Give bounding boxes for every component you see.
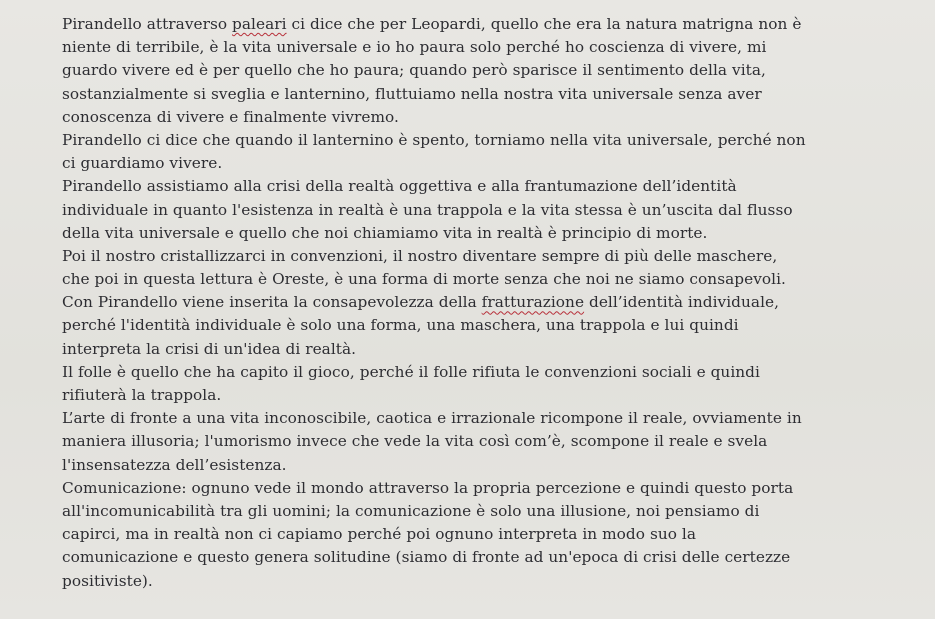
text-segment: Pirandello assistiamo alla crisi della realtà oggettiva e alla frantumazione dell’identità: [62, 177, 737, 196]
text-segment: Pirandello ci dice che quando il lanternino è spento, torniamo nella vita universale, perché non: [62, 130, 806, 149]
text-line: [62, 361, 930, 384]
document-body: [62, 13, 930, 593]
text-segment: guardo vivere ed è per quello che ho paura; quando però sparisce il sentimento della vita,: [62, 61, 766, 80]
text-line: [62, 477, 930, 500]
paragraph: [62, 361, 930, 407]
text-segment: dell’identità individuale,: [584, 293, 780, 312]
text-segment: all'incomunicabilità tra gli uomini; la comunicazione è solo una illusione, noi pensiamo di: [62, 501, 760, 520]
text-segment: interpreta la crisi di un'idea di realtà.: [62, 339, 357, 358]
text-segment: capirci, ma in realtà non ci capiamo perché poi ognuno interpreta in modo suo la: [62, 525, 697, 544]
text-segment: maniera illusoria; l'umorismo invece che vede la vita così com’è, scompone il reale e svela: [62, 432, 768, 451]
text-segment: Pirandello attraverso: [62, 15, 233, 33]
text-line: [62, 430, 930, 453]
text-line: [62, 384, 930, 407]
text-segment: sostanzialmente si sveglia e lanternino, fluttuiamo nella nostra vita universale senza aver: [62, 84, 762, 103]
text-segment: ci dice che per Leopardi, quello che era la natura matrigna non è: [286, 15, 802, 33]
text-segment: l'insensatezza dell’esistenza.: [62, 455, 287, 474]
paragraph: [62, 13, 930, 129]
text-line: [62, 268, 930, 291]
paragraph: [62, 129, 930, 175]
text-segment: che poi in questa lettura è Oreste, è una forma di morte senza che noi ne siamo consapevoli.: [62, 270, 786, 289]
text-line: [62, 83, 930, 106]
text-line: [62, 570, 930, 593]
paragraph: [62, 477, 930, 593]
misspelled-word[interactable]: fratturazione: [481, 293, 585, 312]
text-segment: conoscenza di vivere e finalmente vivremo.: [62, 107, 399, 126]
text-segment: ci guardiamo vivere.: [62, 154, 223, 173]
text-line: [62, 338, 930, 361]
paragraph: [62, 245, 930, 291]
text-line: [62, 59, 930, 82]
text-segment: positiviste).: [62, 571, 153, 590]
text-line: [62, 407, 930, 430]
paragraph: [62, 175, 930, 245]
text-line: [62, 291, 930, 314]
text-segment: Poi il nostro cristallizzarci in convenzioni, il nostro diventare sempre di più delle maschere,: [62, 246, 778, 265]
paragraph: [62, 291, 930, 361]
text-line: [62, 546, 930, 569]
text-line: [62, 106, 930, 129]
text-line: [62, 36, 930, 59]
text-segment: niente di terribile, è la vita universale e io ho paura solo perché ho coscienza di vivere, mi: [62, 38, 767, 57]
text-segment: Comunicazione: ognuno vede il mondo attraverso la propria percezione e quindi questo porta: [62, 478, 794, 497]
text-line: [62, 454, 930, 477]
text-segment: perché l'identità individuale è solo una forma, una maschera, una trappola e lui quindi: [62, 316, 739, 335]
text-line: [62, 523, 930, 546]
text-line: [62, 199, 930, 222]
text-segment: Il folle è quello che ha capito il gioco, perché il folle rifiuta le convenzioni sociali e quindi: [62, 362, 760, 381]
misspelled-word[interactable]: paleari: [232, 15, 287, 33]
text-line: [62, 245, 930, 268]
text-line: [62, 129, 930, 152]
text-segment: Con Pirandello viene inserita la consapevolezza della: [62, 293, 482, 312]
paragraph: [62, 407, 930, 477]
text-line: [62, 314, 930, 337]
text-line: [62, 13, 930, 36]
text-line: [62, 175, 930, 198]
text-segment: comunicazione e questo genera solitudine (siamo di fronte ad un'epoca di crisi delle certezze: [62, 548, 791, 567]
text-line: [62, 222, 930, 245]
text-segment: L’arte di fronte a una vita inconoscibile, caotica e irrazionale ricompone il reale, ovviamente in: [62, 409, 802, 428]
text-segment: rifiuterà la trappola.: [62, 386, 222, 404]
text-line: [62, 152, 930, 175]
text-segment: della vita universale e quello che noi chiamiamo vita in realtà è principio di morte.: [62, 223, 708, 242]
text-line: [62, 500, 930, 523]
text-segment: individuale in quanto l'esistenza in realtà è una trappola e la vita stessa è un’uscita dal flusso: [62, 200, 793, 219]
